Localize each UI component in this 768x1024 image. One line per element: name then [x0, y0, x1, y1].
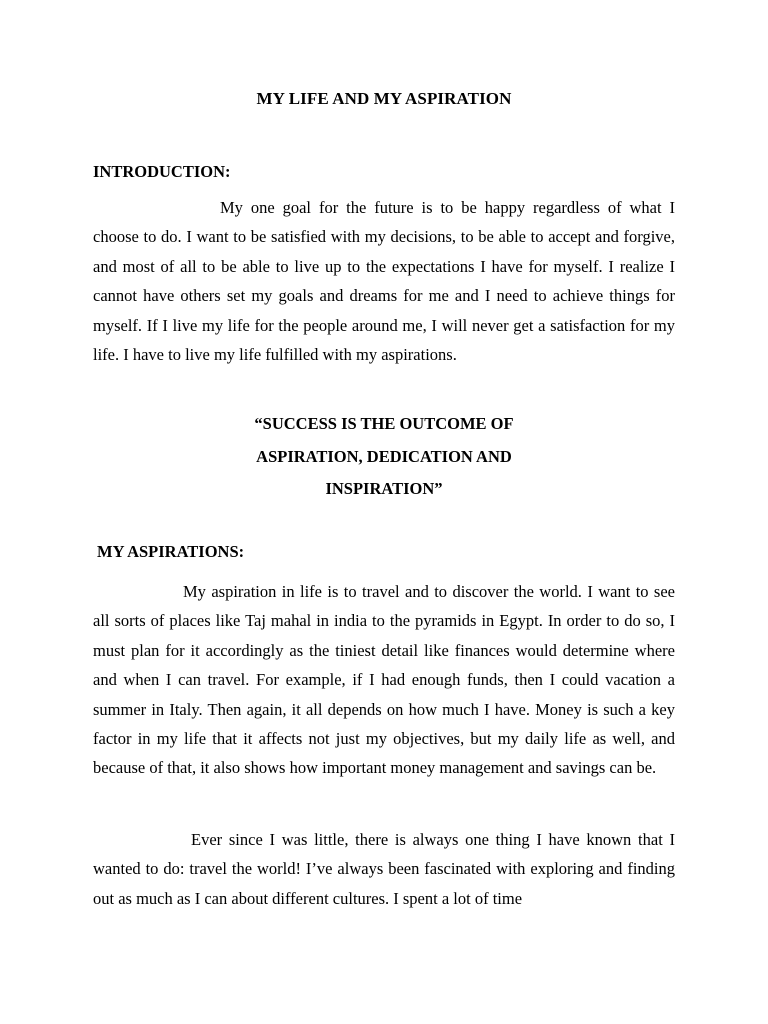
- introduction-heading: INTRODUCTION:: [93, 162, 231, 181]
- aspirations-paragraph-1: My aspiration in life is to travel and to discover the world. I want to see all sorts of places like Taj mahal in india to the pyramids in Egypt. In order to do so, I must plan for it accordingly as the tiniest detail like finances would determine where and when I can travel. For example, if I had enough funds, then I could vacation a summer in Italy. Then again, it all depends on how much I have. Money is such a key factor in my life that it affects not just my objectives, but my daily life as well, and because of that, it also shows how important money management and savings can be.: [93, 582, 675, 778]
- introduction-paragraph: My one goal for the future is to be happy regardless of what I choose to do. I want to be satisfied with my decisions, to be able to accept and forgive, and most of all to be able to live up to the expectations I have for myself. I realize I cannot have others set my goals and dreams for me and I need to achieve things for myself. If I live my life for the people around me, I will never get a satisfaction for my life. I have to live my life fulfilled with my aspirations.: [93, 198, 675, 365]
- quote-line-3: INSPIRATION”: [325, 479, 443, 498]
- aspirations-paragraph-2: Ever since I was little, there is always one thing I have known that I wanted to do: travel the world! I’ve always been fascinated with exploring and finding out as much as I can about different cultures. I spent a lot of time: [93, 830, 675, 908]
- quote-line-2: ASPIRATION, DEDICATION AND: [256, 447, 512, 466]
- aspirations-heading: MY ASPIRATIONS:: [97, 542, 245, 561]
- document-title: MY LIFE AND MY ASPIRATION: [256, 89, 512, 108]
- quote-line-1: “SUCCESS IS THE OUTCOME OF: [254, 414, 514, 433]
